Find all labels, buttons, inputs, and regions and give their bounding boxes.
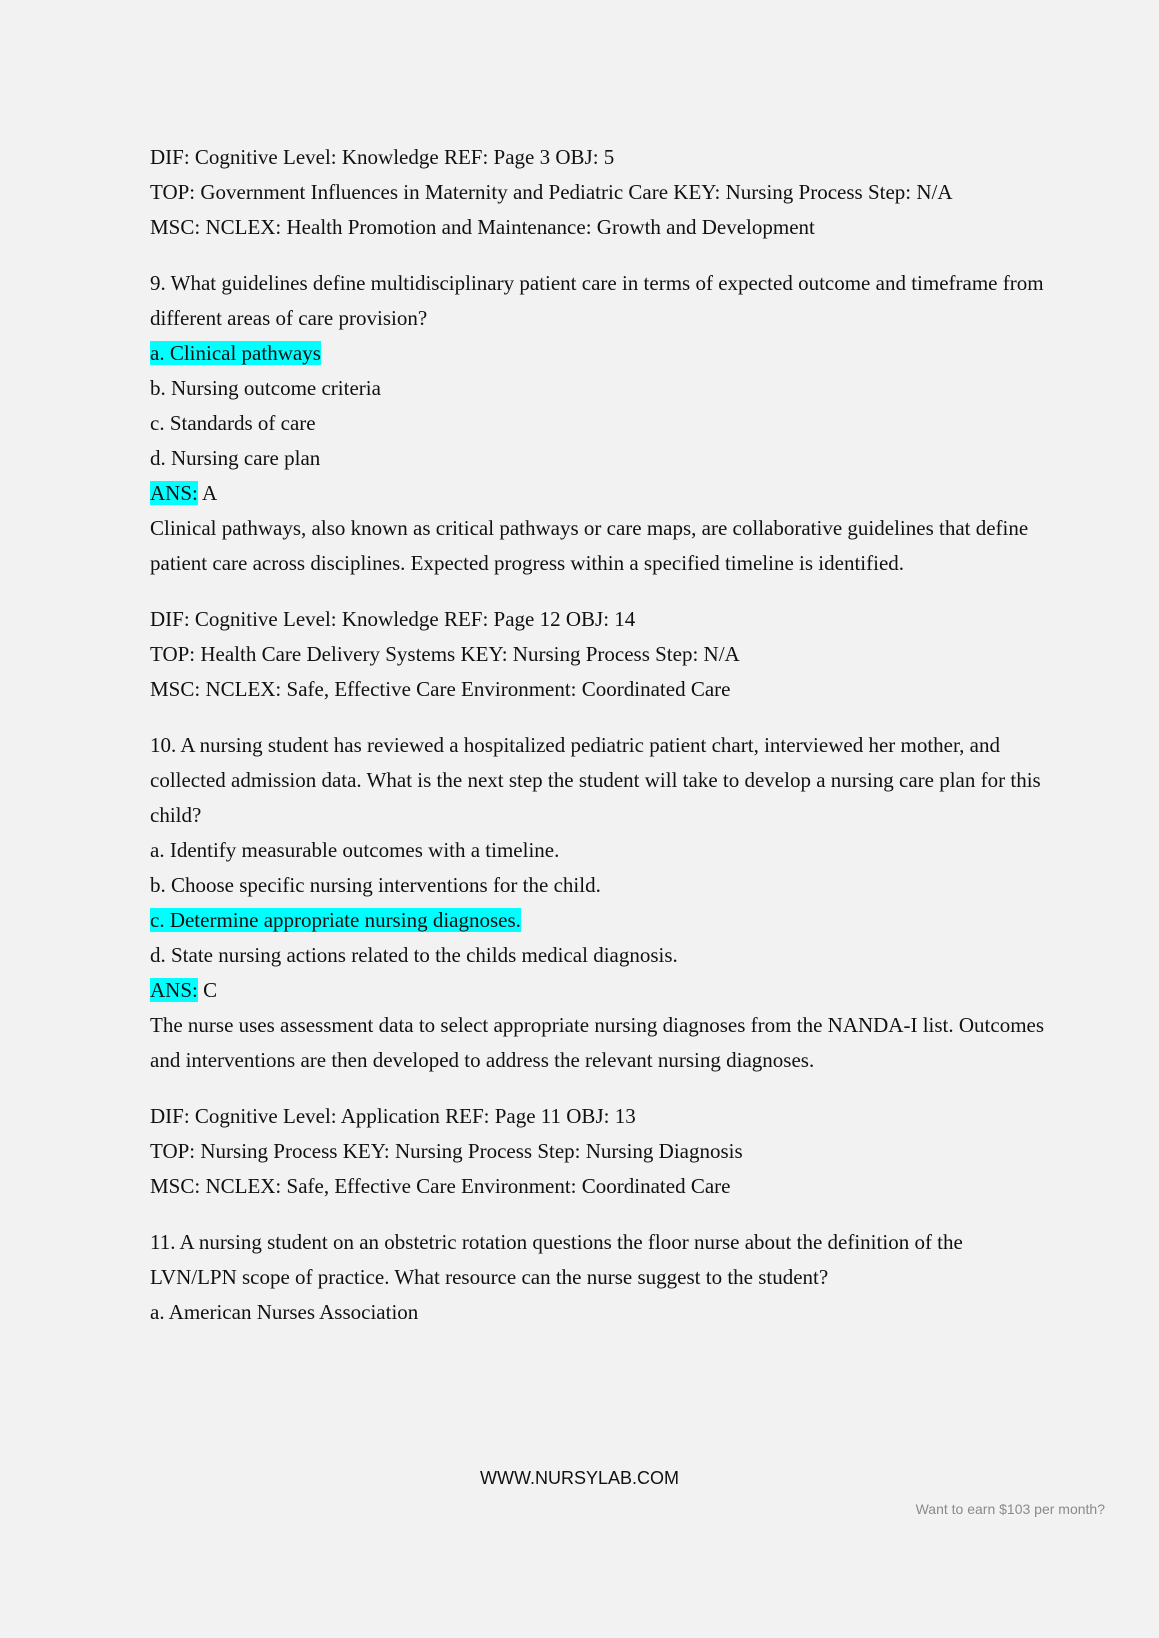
footer-promo-link[interactable]: Want to earn $103 per month? — [915, 1501, 1105, 1517]
option-a — [150, 336, 1050, 371]
rationale-text: The nurse uses assessment data to select appropriate nursing diagnoses from the NANDA-I list. Outcomes and interventions are then developed to address the relevant nursing diagnoses. — [150, 1013, 1045, 1072]
answer-label: ANS: — [150, 978, 198, 1002]
option-a-highlighted: a. Clinical pathways — [150, 341, 321, 365]
option-d: d. State nursing actions related to the childs medical diagnosis. — [150, 943, 678, 967]
question-10 — [150, 728, 1050, 1078]
msc-line: MSC: NCLEX: Health Promotion and Maintenance: Growth and Development — [150, 215, 815, 239]
dif-line: DIF: Cognitive Level: Application REF: Page 11 OBJ: 13 — [150, 1104, 636, 1128]
question-11 — [150, 1225, 1050, 1330]
dif-line: DIF: Cognitive Level: Knowledge REF: Page 3 OBJ: 5 — [150, 145, 615, 169]
option-d: d. Nursing care plan — [150, 446, 321, 470]
answer-label: ANS: — [150, 481, 198, 505]
question-text: 10. A nursing student has reviewed a hospitalized pediatric patient chart, interviewed her mother, and collected admission data. What is the next step the student will take to develop a nursing care plan for this child? — [150, 733, 1041, 827]
option-c: c. Standards of care — [150, 411, 316, 435]
meta-block-q8 — [150, 140, 1050, 245]
msc-line: MSC: NCLEX: Safe, Effective Care Environment: Coordinated Care — [150, 1174, 731, 1198]
option-b: b. Nursing outcome criteria — [150, 376, 381, 400]
rationale-text: Clinical pathways, also known as critical pathways or care maps, are collaborative guidelines that define patient care across disciplines. Expected progress within a specified timeline is identified. — [150, 516, 1029, 575]
answer-value: C — [197, 978, 218, 1002]
option-c-highlighted: c. Determine appropriate nursing diagnoses. — [150, 908, 521, 932]
option-a: a. Identify measurable outcomes with a timeline. — [150, 838, 560, 862]
answer-line — [150, 973, 1050, 1008]
question-text: 11. A nursing student on an obstetric rotation questions the floor nurse about the definition of the LVN/LPN scope of practice. What resource can the nurse suggest to the student? — [150, 1230, 963, 1289]
footer-site-link[interactable]: WWW.NURSYLAB.COM — [479, 1468, 679, 1488]
document-body — [150, 140, 1050, 1351]
top-line: TOP: Nursing Process KEY: Nursing Process Step: Nursing Diagnosis — [150, 1139, 743, 1163]
meta-block-q9 — [150, 602, 1050, 707]
question-9 — [150, 266, 1050, 581]
question-text: 9. What guidelines define multidisciplinary patient care in terms of expected outcome and timeframe from different areas of care provision? — [150, 271, 1044, 330]
top-line: TOP: Health Care Delivery Systems KEY: Nursing Process Step: N/A — [150, 642, 740, 666]
msc-line: MSC: NCLEX: Safe, Effective Care Environment: Coordinated Care — [150, 677, 731, 701]
top-line: TOP: Government Influences in Maternity and Pediatric Care KEY: Nursing Process Step: N/A — [150, 180, 953, 204]
answer-line — [150, 476, 1050, 511]
option-a: a. American Nurses Association — [150, 1300, 419, 1324]
option-b: b. Choose specific nursing interventions for the child. — [150, 873, 601, 897]
answer-value: A — [197, 481, 218, 505]
meta-block-q10 — [150, 1099, 1050, 1204]
dif-line: DIF: Cognitive Level: Knowledge REF: Page 12 OBJ: 14 — [150, 607, 636, 631]
option-c — [150, 903, 1050, 938]
